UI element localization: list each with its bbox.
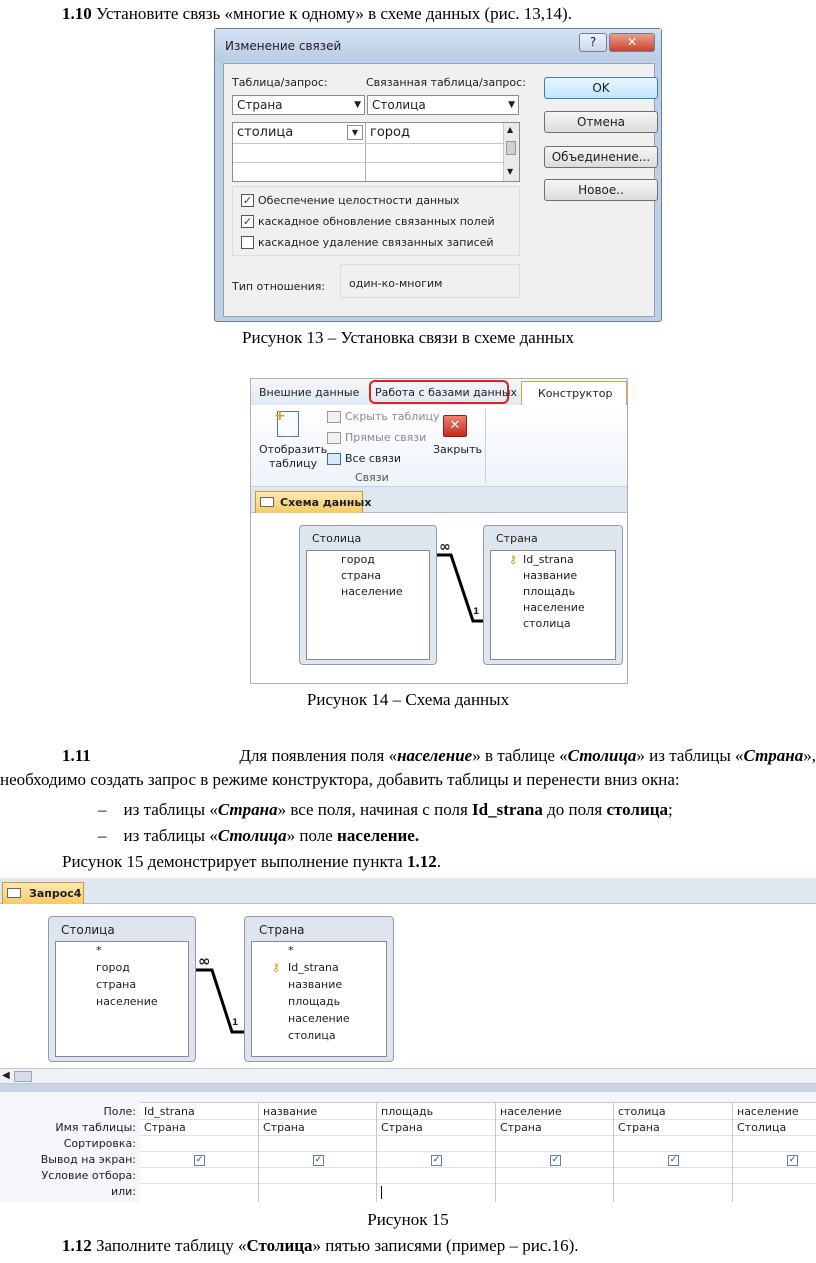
emph: Страна: [743, 746, 804, 765]
one-marker: 1: [232, 1018, 239, 1028]
field-strana[interactable]: страна: [96, 978, 137, 991]
tab-external-data[interactable]: Внешние данные: [259, 386, 360, 399]
field-naselenie[interactable]: население: [341, 585, 403, 598]
paragraph-1-11-line2: необходимо создать запрос в режиме конструктора, добавить таблицы и перенести вниз окна:: [0, 770, 680, 789]
field-ploshchad[interactable]: площадь: [523, 585, 576, 598]
cascade-delete-checkbox[interactable]: [241, 236, 254, 249]
column-field[interactable]: Id_strana: [144, 1105, 195, 1118]
dialog-body: [223, 63, 655, 317]
field-all[interactable]: *: [288, 944, 294, 957]
query-grid: [0, 1092, 816, 1202]
grid-line: [233, 162, 503, 163]
field-strana[interactable]: страна: [341, 569, 382, 582]
section-number: 1.12: [62, 1236, 92, 1255]
emph: 1.12: [406, 852, 437, 871]
column-field[interactable]: площадь: [381, 1105, 434, 1118]
column-table[interactable]: Страна: [263, 1121, 305, 1134]
row-label-field: Поле:: [103, 1105, 136, 1118]
text: » все поля, начиная с поля: [277, 800, 473, 819]
dialog-title: Изменение связей: [225, 39, 342, 53]
text: до поля: [542, 800, 607, 819]
new-button[interactable]: Новое..: [544, 179, 658, 201]
table-title: Страна: [496, 532, 538, 545]
paragraph-1-10: [62, 2, 572, 26]
text: .: [436, 852, 441, 871]
scroll-up-icon[interactable]: ▲: [507, 125, 514, 134]
field-all[interactable]: *: [96, 944, 102, 957]
list-item-2: [98, 824, 419, 848]
emph: население.: [337, 826, 420, 845]
table-select-value: Страна: [237, 98, 283, 112]
row-label-sort: Сортировка:: [63, 1137, 136, 1150]
table-title: Столица: [61, 923, 115, 937]
close-button[interactable]: ✕: [609, 33, 655, 52]
text: » поле: [286, 826, 338, 845]
emph: столица: [606, 800, 669, 819]
ok-button[interactable]: OK: [544, 77, 658, 99]
text: » из таблицы «: [636, 746, 744, 765]
show-checkbox[interactable]: ✓: [314, 1155, 323, 1165]
field-ploshchad[interactable]: площадь: [288, 995, 341, 1008]
column-field[interactable]: название: [263, 1105, 318, 1118]
column-table[interactable]: Страна: [500, 1121, 542, 1134]
cascade-delete-label: каскадное удаление связанных записей: [258, 236, 494, 249]
column-field[interactable]: население: [737, 1105, 799, 1118]
grid-column[interactable]: [140, 1102, 259, 1202]
field-left-value[interactable]: столица: [237, 125, 294, 140]
column-field[interactable]: столица: [618, 1105, 666, 1118]
one-marker: 1: [473, 607, 480, 617]
key-icon: ⚷: [509, 553, 518, 566]
hide-table-button[interactable]: Скрыть таблицу: [345, 410, 440, 423]
scroll-thumb[interactable]: [506, 141, 516, 155]
field-id-strana[interactable]: Id_strana: [288, 961, 339, 974]
table-select[interactable]: [232, 95, 365, 115]
relation-line: [251, 379, 627, 685]
integrity-label: Обеспечение целостности данных: [258, 194, 460, 207]
field-right-value[interactable]: город: [370, 125, 410, 140]
add-icon: +: [274, 408, 286, 424]
row-label-criteria: Условие отбора:: [41, 1169, 136, 1182]
show-table-label[interactable]: Отобразить: [259, 443, 328, 456]
dash: –: [98, 826, 107, 845]
figure-15-caption: Рисунок 15: [367, 1210, 449, 1229]
direct-links-button[interactable]: Прямые связи: [345, 431, 427, 444]
cascade-update-label: каскадное обновление связанных полей: [258, 215, 495, 228]
field-gorod[interactable]: город: [341, 553, 375, 566]
field-naselenie[interactable]: население: [288, 1012, 350, 1025]
field-gorod[interactable]: город: [96, 961, 130, 974]
row-label-or: или:: [110, 1185, 136, 1198]
key-icon: ⚷: [272, 961, 281, 974]
many-marker: ∞: [439, 539, 451, 555]
emph: Столица: [217, 826, 287, 845]
many-marker: ∞: [198, 952, 211, 970]
text: из таблицы «: [123, 826, 218, 845]
close-button-label[interactable]: Закрыть: [433, 443, 482, 456]
related-select-value: Столица: [372, 98, 426, 112]
text: »,: [803, 746, 816, 765]
tab-constructor-label: Конструктор: [538, 387, 613, 400]
ribbon-schema-figure: [250, 378, 628, 684]
emph: население: [397, 746, 473, 765]
field-id-strana[interactable]: Id_strana: [523, 553, 574, 566]
dash: –: [98, 800, 107, 819]
grid-column[interactable]: [259, 1102, 377, 1202]
section-number: 1.11: [62, 746, 91, 765]
join-button[interactable]: Объединение...: [544, 146, 658, 168]
row-label-show: Вывод на экран:: [40, 1153, 136, 1166]
show-checkbox[interactable]: ✓: [551, 1155, 560, 1165]
query-tab-label: Запрос4: [29, 887, 82, 900]
grid-divider: [365, 123, 366, 181]
integrity-checkbox[interactable]: ✓: [242, 194, 253, 207]
column-field[interactable]: население: [500, 1105, 562, 1118]
table-label: Таблица/запрос:: [232, 76, 328, 89]
relation-type-value: один-ко-многим: [349, 277, 443, 290]
figure-13-caption: Рисунок 13 – Установка связи в схеме данных: [242, 328, 574, 347]
emph: Id_strana: [472, 800, 543, 819]
table-title: Страна: [259, 923, 305, 937]
text: ;: [668, 800, 673, 819]
column-table[interactable]: Страна: [381, 1121, 423, 1134]
text: Заполните таблицу «: [91, 1236, 247, 1255]
text: из таблицы «: [123, 800, 218, 819]
ribbon-group-label: Связи: [355, 471, 389, 484]
show-checkbox[interactable]: ✓: [788, 1155, 797, 1165]
field-naselenie[interactable]: население: [96, 995, 158, 1008]
text: » пятью записями (пример – рис.16).: [312, 1236, 579, 1255]
emph: Страна: [217, 800, 278, 819]
chevron-down-icon[interactable]: ▼: [347, 125, 363, 140]
horizontal-scrollbar[interactable]: [0, 1068, 816, 1084]
emph: Столица: [246, 1236, 313, 1255]
text-cursor: [381, 1186, 382, 1199]
field-nazvanie[interactable]: название: [288, 978, 343, 991]
scroll-thumb[interactable]: [14, 1071, 32, 1082]
paragraph-1-12: [62, 1234, 579, 1258]
figure-14-caption: Рисунок 14 – Схема данных: [306, 690, 510, 709]
section-number: 1.10: [62, 4, 92, 23]
list-item-1: [98, 798, 673, 822]
grid-column[interactable]: [614, 1102, 733, 1202]
related-table-label: Связанная таблица/запрос:: [366, 76, 526, 89]
query-designer: [0, 878, 816, 1202]
paragraph-1-11: [62, 744, 816, 768]
column-table[interactable]: Страна: [618, 1121, 660, 1134]
field-naselenie[interactable]: население: [523, 601, 585, 614]
grid-line: [233, 143, 503, 144]
scroll-left-icon[interactable]: ◀: [2, 1070, 10, 1081]
show-checkbox[interactable]: ✓: [195, 1155, 204, 1165]
grid-scrollbar[interactable]: [503, 123, 519, 181]
query-relation-line: [0, 878, 816, 1078]
related-table-select[interactable]: [367, 95, 519, 115]
tab-database-tools[interactable]: Работа с базами данных: [375, 386, 518, 399]
grid-column[interactable]: [377, 1102, 496, 1202]
chevron-down-icon: ▼: [508, 100, 515, 110]
field-nazvanie[interactable]: название: [523, 569, 578, 582]
show-table-label-2[interactable]: таблицу: [269, 457, 318, 470]
chevron-down-icon: ▼: [354, 100, 361, 110]
scroll-down-icon[interactable]: ▼: [507, 167, 514, 176]
relation-type-label: Тип отношения:: [232, 280, 326, 293]
p111-w1: [62, 744, 91, 768]
close-icon[interactable]: ✕: [443, 415, 467, 437]
field-stolitsa[interactable]: столица: [288, 1029, 336, 1042]
text: » в таблице «: [472, 746, 568, 765]
relation-type-box: [340, 264, 520, 298]
cascade-update-checkbox[interactable]: ✓: [242, 215, 253, 228]
emph: Столица: [567, 746, 637, 765]
cancel-button[interactable]: Отмена: [544, 111, 658, 133]
edit-relations-dialog: [214, 28, 662, 322]
table-title: Столица: [312, 532, 362, 545]
show-checkbox[interactable]: ✓: [669, 1155, 678, 1165]
row-label-table: Имя таблицы:: [55, 1121, 136, 1134]
grid-column[interactable]: [496, 1102, 614, 1202]
fields-grid: [232, 122, 520, 182]
text: Рисунок 15 демонстрирует выполнение пункта: [62, 852, 407, 871]
help-button[interactable]: ?: [579, 33, 607, 52]
field-stolitsa[interactable]: столица: [523, 617, 571, 630]
show-checkbox[interactable]: ✓: [432, 1155, 441, 1165]
paragraph-text: Установите связь «многие к одному» в схеме данных (рис. 13,14).: [91, 4, 572, 23]
p111-text: [239, 744, 816, 768]
dialog-titlebar: [215, 29, 661, 61]
paragraph-fig15-ref: [62, 850, 441, 874]
column-table[interactable]: Страна: [144, 1121, 186, 1134]
column-table[interactable]: Столица: [737, 1121, 787, 1134]
schema-tab-label: Схема данных: [280, 496, 372, 509]
grid-column[interactable]: [733, 1102, 816, 1202]
split-handle[interactable]: [0, 1084, 816, 1092]
text: Для появления поля «: [239, 746, 398, 765]
all-links-button[interactable]: Все связи: [345, 452, 402, 465]
